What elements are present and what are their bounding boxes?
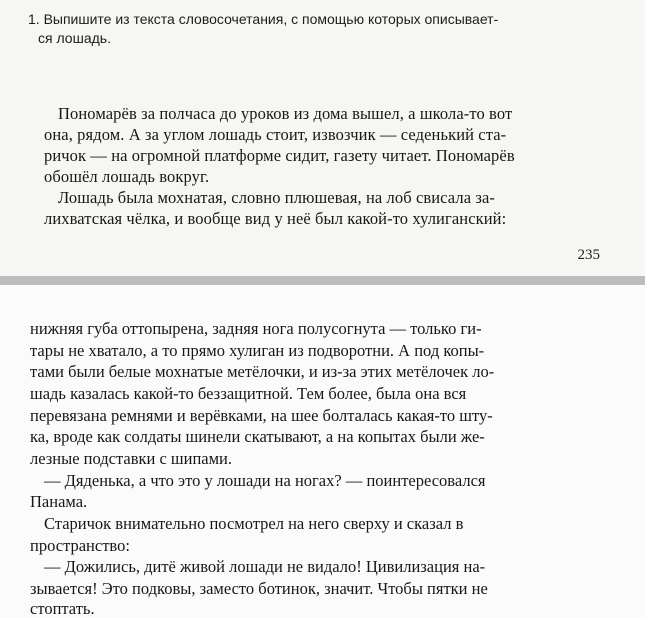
text-line: ка, вроде как солдаты шинели скатывают, а на копытах были же-	[30, 427, 485, 446]
paragraph-2	[44, 187, 604, 229]
text-line: зывается! Это подковы, заместо ботинок, значит. Чтобы пятки не	[30, 579, 488, 598]
text-line: тары не хватало, а то прямо хулиган из подворотни. А под копы-	[30, 341, 485, 360]
text-line: лезные подставки с шипами.	[30, 449, 232, 468]
text-line: обошёл лошадь вокруг.	[44, 167, 210, 186]
text-line: — Дожились, дитё живой лошади не видало! Цивилизация на-	[44, 557, 486, 576]
text-line: тами были белые мохнатые метёлочки, и из-за этих метёлочек ло-	[30, 362, 495, 381]
text-line: пространство:	[30, 536, 130, 555]
task-instruction	[28, 10, 628, 48]
text-line: Старичок внимательно посмотрел на него сверху и сказал в	[44, 514, 464, 533]
text-line: нижняя губа оттопырена, задняя нога полусогнута — только ги-	[30, 319, 482, 338]
page-divider	[0, 276, 645, 285]
text-line: перевязана ремнями и верёвками, на шее болталась какая-то шту-	[30, 406, 493, 425]
text-line: — Дяденька, а что это у лошади на ногах? — поинтересовался	[44, 471, 486, 490]
task-line-1: 1. Выпишите из текста словосочетания, с помощью которых описывает-	[28, 11, 499, 27]
text-line: лихватская чёлка, и вообще вид у неё был какой-то хулиганский:	[44, 209, 507, 228]
text-line: стоптать.	[30, 599, 95, 618]
text-line: шадь казалась какой-то беззащитной. Тем более, была она вся	[30, 384, 467, 403]
text-line: Пономарёв за полчаса до уроков из дома вышел, а школа-то вот	[58, 104, 513, 123]
text-line: Лошадь была мохнатая, словно плюшевая, на лоб свисала за-	[58, 188, 495, 207]
page-number: 235	[577, 247, 600, 263]
paragraph-1	[44, 103, 604, 187]
task-line-2: ся лошадь.	[38, 30, 111, 46]
top-page	[0, 0, 645, 276]
text-line: ричок — на огромной платформе сидит, газету читает. Пономарёв	[44, 146, 515, 165]
text-line: она, рядом. А за углом лошадь стоит, извозчик — седенький ста-	[44, 125, 507, 144]
text-line: Панама.	[30, 492, 88, 511]
